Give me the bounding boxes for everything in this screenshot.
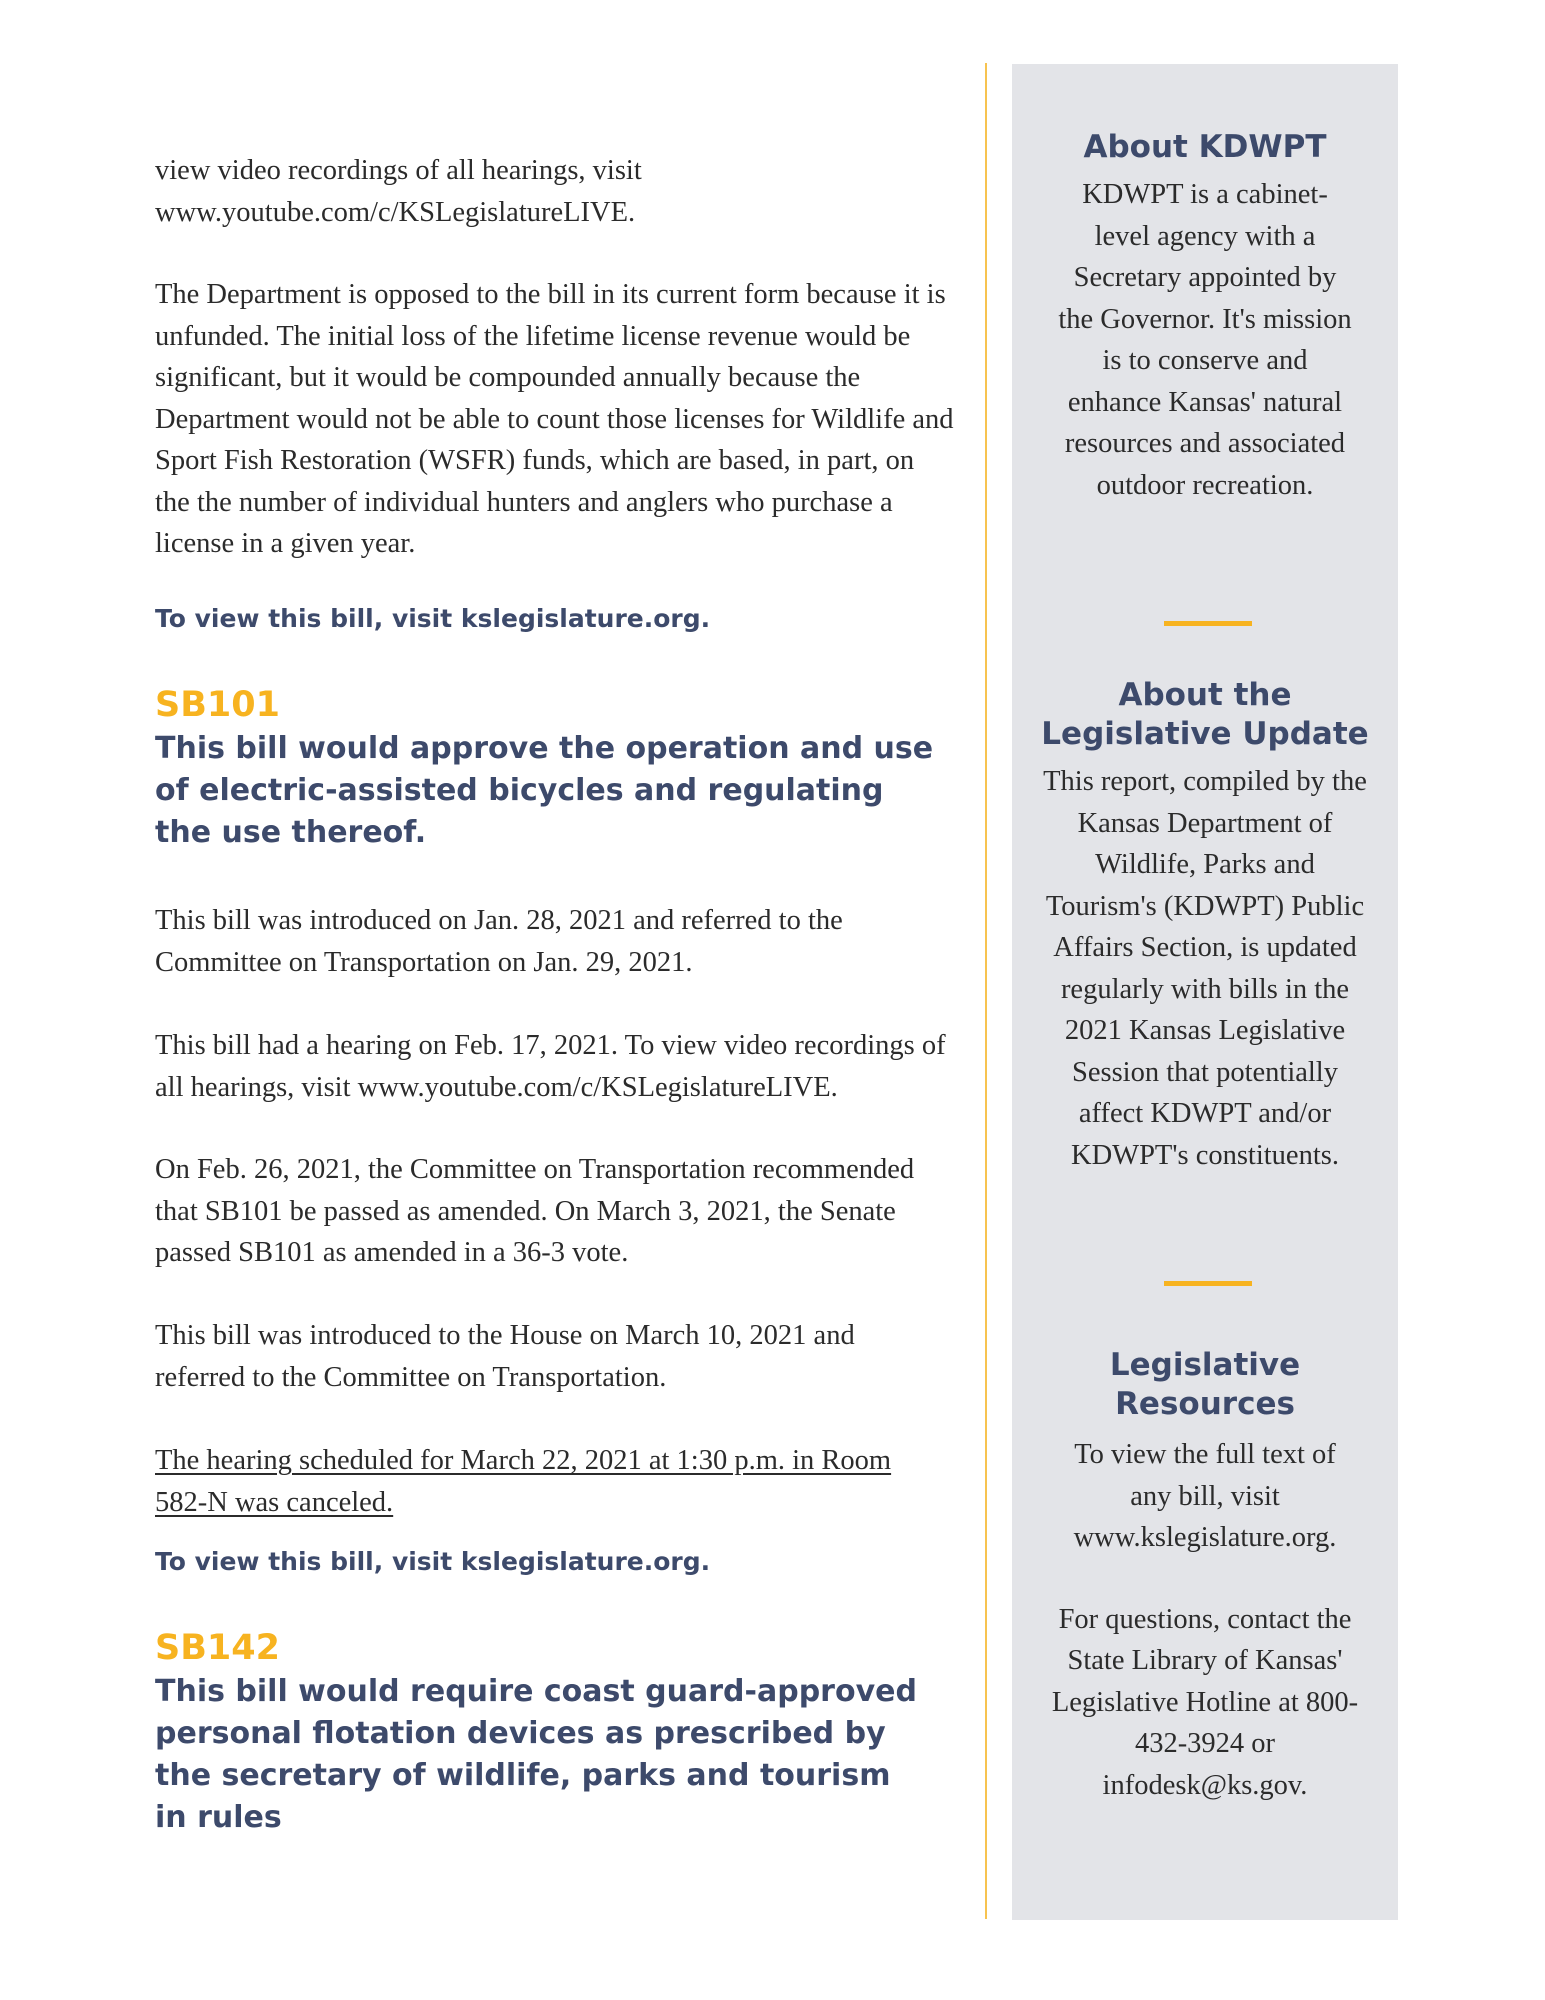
bill-title-sb101: This bill would approve the operation and use of electric-assisted bicycles and regulating the use thereof. [155,731,934,850]
intro-line-1: view video recordings of all hearings, visit [155,155,642,186]
sb101-paragraph-1: This bill was introduced on Jan. 28, 2021 and referred to the Committee on Transportation on Jan. 29, 2021. [155,905,843,978]
about-kdwpt-section [1012,128,1398,506]
bill-id-sb142: SB142 [155,1628,280,1668]
column-divider [985,63,987,1919]
intro-line-2[interactable]: www.youtube.com/c/KSLegislatureLIVE. [155,197,636,228]
resources-heading-line1: Legislative [1109,1347,1301,1383]
resources-heading-line2: Resources [1115,1386,1295,1422]
resources-body-view-bill: To view the full text of any bill, visit www.kslegislature.org. [1073,1439,1337,1553]
section-divider [1164,621,1252,626]
resources-body-contact: For questions, contact the State Library of Kansas' Legislative Hotline at 800-432-3924 or infodesk@ks.gov. [1051,1603,1359,1801]
view-bill-link[interactable]: To view this bill, visit kslegislature.org. [155,1547,711,1576]
view-bill-link[interactable]: To view this bill, visit kslegislature.org. [155,604,711,633]
sb101-paragraph-4: This bill was introduced to the House on March 10, 2021 and referred to the Committee on Transportation. [155,1320,855,1393]
about-update-body: This report, compiled by the Kansas Department of Wildlife, Parks and Tourism's (KDWPT) Public Affairs Section, is updated regularly with bills in the 2021 Kansas Legislative Session that potentially affect KDWPT and/or KDWPT's constituents. [1043,766,1367,1171]
about-kdwpt-body: KDWPT is a cabinet-level agency with a Secretary appointed by the Governor. It's mission is to conserve and enhance Kansas' natural resources and associated outdoor recreation. [1058,179,1352,501]
about-kdwpt-heading: About KDWPT [1083,129,1327,165]
about-update-heading-line1: About the [1118,677,1292,713]
resources-section [1012,1346,1398,1806]
sb101-canceled-notice: The hearing scheduled for March 22, 2021 at 1:30 p.m. in Room 582-N was canceled. [155,1445,892,1518]
bill-title-sb142: This bill would require coast guard-approved personal flotation devices as prescribed by the secretary of wildlife, parks and tourism in rules [155,1674,917,1835]
about-update-heading-line2: Legislative Update [1041,716,1369,752]
sb101-paragraph-2: This bill had a hearing on Feb. 17, 2021. To view video recordings of all hearings, visit www.youtube.com/c/KSLegislatureLIVE. [155,1030,946,1103]
sidebar [1012,64,1398,1920]
sb101-paragraph-3: On Feb. 26, 2021, the Committee on Transportation recommended that SB101 be passed as amended. On March 3, 2021, the Senate passed SB101 as amended in a 36-3 vote. [155,1154,915,1268]
section-divider [1164,1281,1252,1286]
opposition-paragraph: The Department is opposed to the bill in its current form because it is unfunded. The initial loss of the lifetime license revenue would be significant, but it would be compounded annually because the Department would not be able to count those licenses for Wildlife and Sport Fish Restoration (WSFR) funds, which are based, in part, on the the number of individual hunters and anglers who purchase a license in a given year. [155,279,954,559]
bill-id-sb101: SB101 [155,685,280,725]
about-update-section [1012,676,1398,1176]
